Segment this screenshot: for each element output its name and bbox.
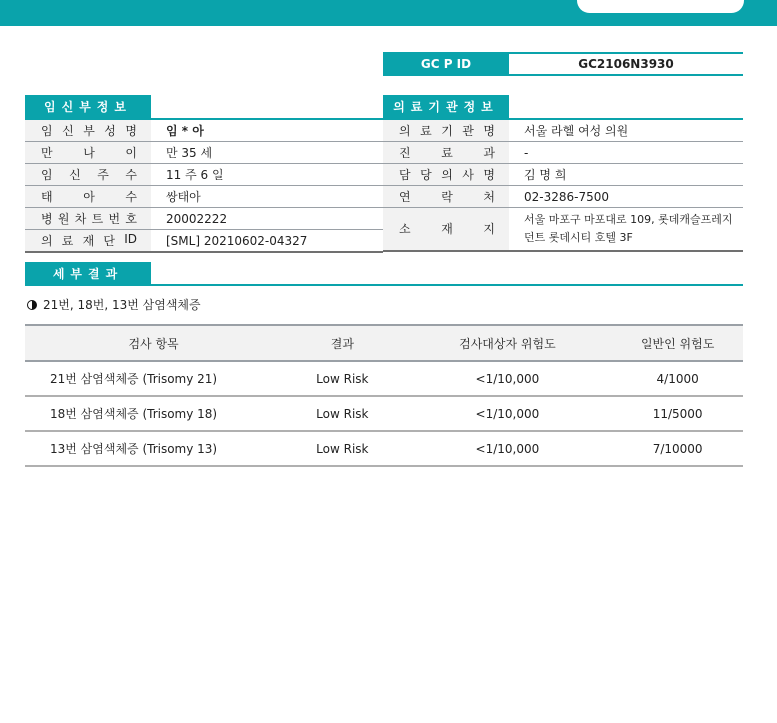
patient-info-table — [25, 120, 383, 253]
field-label: 담 당 의 사 명 — [399, 168, 495, 182]
field-label: 연 락 처 — [399, 190, 495, 204]
results-table — [25, 324, 743, 467]
patient-section-title: 임신부정보 — [25, 95, 151, 118]
results-section-header — [25, 262, 743, 286]
subject-risk: <1/10,000 — [403, 361, 613, 396]
test-result: Low Risk — [282, 396, 402, 431]
hospital-row — [383, 208, 743, 251]
gcp-id-value: GC2106N3930 — [578, 57, 674, 71]
hospital-row — [383, 142, 743, 164]
field-label: 의 료 기 관 명 — [399, 124, 495, 138]
patient-row — [25, 164, 383, 186]
test-item: 21번 삼염색체증 (Trisomy 21) — [25, 361, 282, 396]
hospital-row — [383, 120, 743, 142]
header-bar — [0, 0, 777, 26]
field-label: 만 나 이 — [41, 146, 137, 160]
phone-value: 02-3286-7500 — [509, 186, 743, 208]
address-value — [509, 208, 743, 251]
patient-row — [25, 120, 383, 142]
test-item: 13번 삼염색체증 (Trisomy 13) — [25, 431, 282, 466]
hospital-section-header — [383, 95, 743, 120]
fetus-count-value: 쌍태아 — [151, 186, 383, 208]
hospital-name-value: 서울 라헬 여성 의원 — [509, 120, 743, 142]
patient-row — [25, 208, 383, 230]
results-subtitle — [27, 296, 201, 313]
hospital-info-table — [383, 120, 743, 252]
chart-number-value: 20002222 — [151, 208, 383, 230]
foundation-id-value: [SML] 20210602-04327 — [151, 230, 383, 253]
doctor-name-value: 김 명 희 — [509, 164, 743, 186]
results-section-title: 세부결과 — [25, 262, 151, 284]
table-row — [25, 396, 743, 431]
gestation-value: 11 주 6 일 — [151, 164, 383, 186]
patient-section-header — [25, 95, 383, 120]
age-value: 만 35 세 — [151, 142, 383, 164]
hospital-row — [383, 164, 743, 186]
patient-row — [25, 142, 383, 164]
field-label: 소 재 지 — [399, 222, 495, 237]
general-risk: 11/5000 — [612, 396, 743, 431]
patient-name-value: 임 * 아 — [151, 120, 383, 142]
gcp-id-label: GC P ID — [383, 54, 509, 74]
table-row — [25, 431, 743, 466]
test-item: 18번 삼염색체증 (Trisomy 18) — [25, 396, 282, 431]
patient-row — [25, 230, 383, 253]
hospital-row — [383, 186, 743, 208]
general-risk: 4/1000 — [612, 361, 743, 396]
table-row — [25, 361, 743, 396]
general-risk: 7/10000 — [612, 431, 743, 466]
field-label: 의 료 재 단 ID — [41, 232, 137, 248]
column-header-subject-risk: 검사대상자 위험도 — [403, 325, 613, 361]
results-header-row — [25, 325, 743, 361]
field-label: 진 료 과 — [399, 146, 495, 160]
column-header-result: 결과 — [282, 325, 402, 361]
address-line-2: 던트 롯데시티 호텔 3F — [524, 230, 633, 244]
subject-risk: <1/10,000 — [403, 431, 613, 466]
half-circle-icon — [27, 300, 37, 310]
field-label: 태 아 수 — [41, 190, 137, 204]
column-header-general-risk: 일반인 위험도 — [612, 325, 743, 361]
hospital-section-title: 의료기관정보 — [383, 95, 509, 118]
test-result: Low Risk — [282, 361, 402, 396]
patient-row — [25, 186, 383, 208]
gcp-id-box — [383, 52, 743, 76]
subject-risk: <1/10,000 — [403, 396, 613, 431]
address-line-1: 서울 마포구 마포대로 109, 롯데캐슬프레지 — [524, 212, 733, 226]
field-label: 병 원 차 트 번 호 — [41, 212, 137, 226]
test-result: Low Risk — [282, 431, 402, 466]
header-pill — [577, 0, 744, 13]
department-value: - — [509, 142, 743, 164]
results-subtitle-text: 21번, 18번, 13번 삼염색체증 — [43, 298, 201, 312]
column-header-item: 검사 항목 — [25, 325, 282, 361]
field-label: 임 신 부 성 명 — [41, 124, 137, 138]
field-label: 임 신 주 수 — [41, 168, 137, 182]
